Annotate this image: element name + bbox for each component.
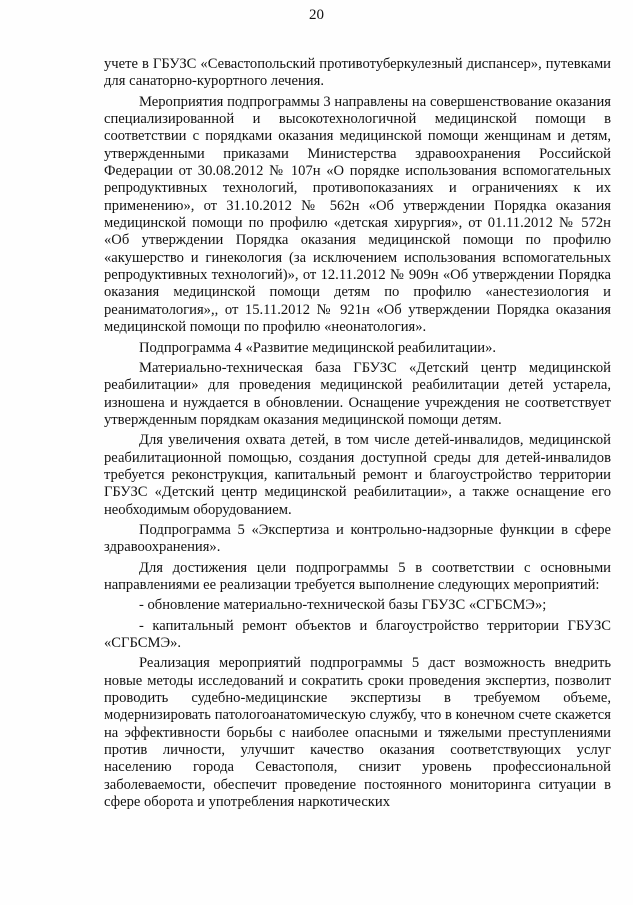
paragraph-subprogram-5-goals: Для достижения цели подпрограммы 5 в соответствии с основными направлениями ее реализации требуется выполнение следующих мероприятий: bbox=[104, 559, 611, 593]
heading-subprogram-4: Подпрограмма 4 «Развитие медицинской реабилитации». bbox=[139, 339, 497, 356]
paragraph-subprogram-3-measures: Мероприятия подпрограммы 3 направлены на совершенствование оказания специализированной и высокотехнологичной медицинской помощи в соответствии с порядками оказания медицинской помощи женщинам и детям, утвержденными приказами Министерства здравоохранения Российской Федерации от 30.08.2012 № 107н «О порядке использования вспомогательных репродуктивных технологий, противопоказаниях и ограничениях к их применению», от 31.10.2012 № 562н «Об утверждении Порядка оказания медицинской помощи по профилю «детская хирургия», от 01.11.2012 № 572н «Об утверждении Порядка оказания медицинской помощи по профилю «акушерство и гинекология (за исключением использования вспомогательных репродуктивных технологий)», от 12.11.2012 № 909н «Об утверждении Порядка оказания медицинской помощи детям по профилю «анестезиология и реаниматология»,, от 15.11.2012 № 921н «Об утверждении Порядка оказания медицинской помощи по профилю «неонатология». bbox=[104, 93, 611, 336]
list-item-capital-repair: - капитальный ремонт объектов и благоустройство территории ГБУЗС «СГБСМЭ». bbox=[104, 617, 611, 651]
paragraph-subprogram-5-results: Реализация мероприятий подпрограммы 5 даст возможность внедрить новые методы исследований и сократить сроки проведения экспертиз, позволит проводить судебно-медицинские экспертизы в требуемом объеме, модернизировать патологоанатомическую службу, что в конечном счете скажется на эффективности борьбы с наиболее опасными и тяжелыми преступлениями против личности, улучшит качество оказания соответствующих услуг населению города Севастополя, снизит уровень профессиональной заболеваемости, обеспечит проведение постоянного мониторинга ситуации в сфере оборота и употребления наркотических bbox=[104, 655, 611, 811]
paragraph-continued: учете в ГБУЗС «Севастопольский противотуберкулезный диспансер», путевками для санаторно-курортного лечения. bbox=[104, 56, 611, 90]
paragraph-material-base: Материально-техническая база ГБУЗС «Детский центр медицинской реабилитации» для проведения медицинской реабилитации детей устарела, изношена и нуждается в обновлении. Оснащение учреждения не соответствует утвержденным порядкам оказания медицинской помощи детям. bbox=[104, 359, 611, 428]
paragraph-coverage-increase: Для увеличения охвата детей, в том числе детей-инвалидов, медицинской реабилитационной помощью, создания доступной среды для детей-инвалидов требуется реконструкция, капитальный ремонт и благоустройство территории ГБУЗС «Детский центр медицинской реабилитации», а также оснащение его необходимым оборудованием. bbox=[104, 432, 611, 518]
heading-subprogram-5: Подпрограмма 5 «Экспертиза и контрольно-надзорные функции в сфере здравоохранения». bbox=[104, 521, 611, 556]
list-item-material-update: - обновление материально-технической базы ГБУЗС «СГБСМЭ»; bbox=[139, 597, 547, 614]
document-body bbox=[104, 56, 611, 814]
page-number: 20 bbox=[309, 7, 324, 23]
